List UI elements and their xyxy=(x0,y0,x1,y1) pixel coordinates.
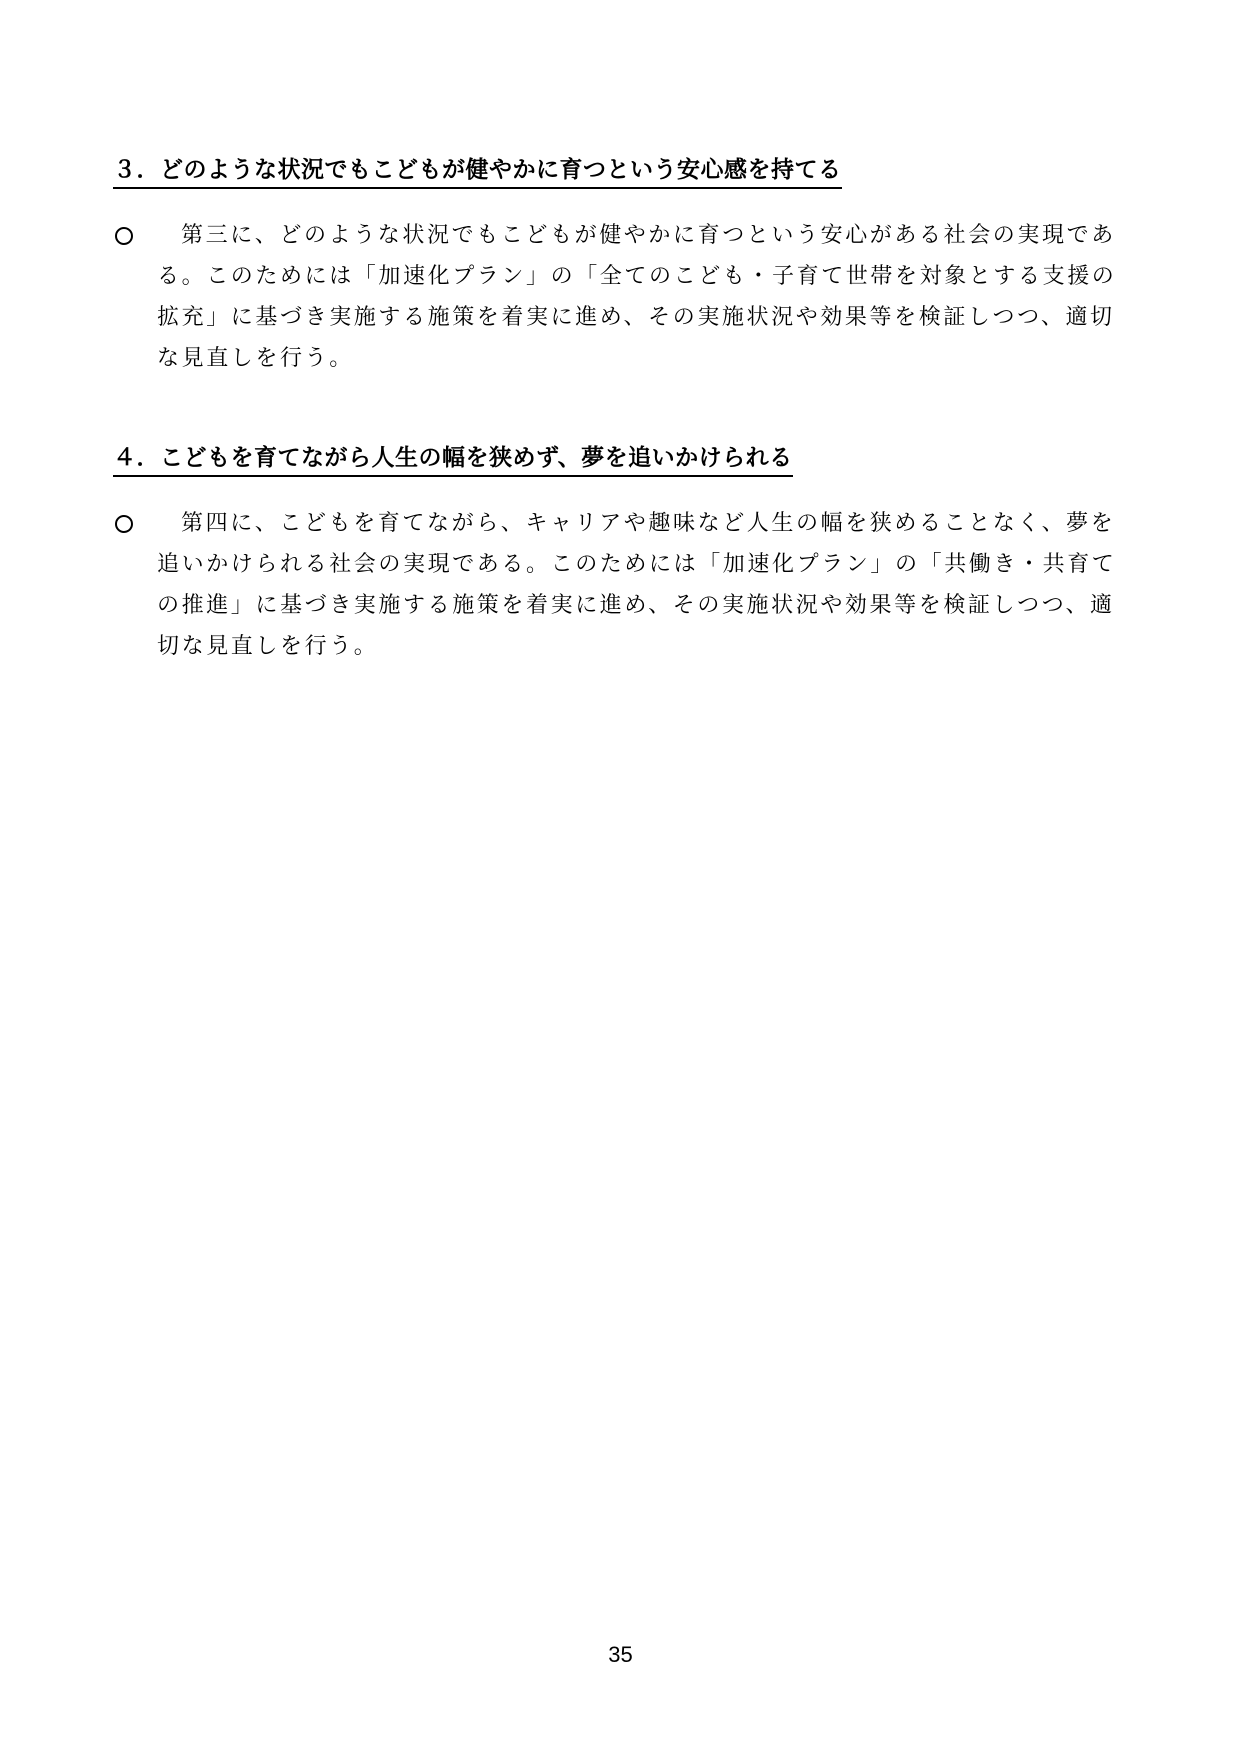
paragraph-line: 第四に、こどもを育てながら、キャリアや趣味など人生の幅を狭めることなく、夢を xyxy=(181,511,1116,536)
paragraph-line: 第三に、どのような状況でもこどもが健やかに育つという安心がある社会の実現であ xyxy=(181,223,1116,248)
paragraph-line: 拡充」に基づき実施する施策を着実に進め、その実施状況や効果等を検証しつつ、適切 xyxy=(157,305,1115,330)
circle-bullet-icon xyxy=(115,227,133,245)
paragraph-line: の推進」に基づき実施する施策を着実に進め、その実施状況や効果等を検証しつつ、適 xyxy=(157,593,1115,618)
circle-bullet-icon xyxy=(115,515,133,533)
paragraph-line: 追いかけられる社会の実現である。このためには「加速化プラン」の「共働き・共育て xyxy=(157,552,1117,577)
section-3-heading: ３．どのような状況でもこどもが健やかに育つという安心感を持てる xyxy=(113,155,842,189)
section-4-heading: ４．こどもを育てながら人生の幅を狭めず、夢を追いかけられる xyxy=(113,443,793,477)
page-number: 35 xyxy=(608,1642,633,1667)
paragraph-line: な見直しを行う。 xyxy=(157,346,354,371)
paragraph-line: 切な見直しを行う。 xyxy=(157,634,379,659)
paragraph-line: る。このためには「加速化プラン」の「全てのこども・子育て世帯を対象とする支援の xyxy=(157,264,1117,289)
